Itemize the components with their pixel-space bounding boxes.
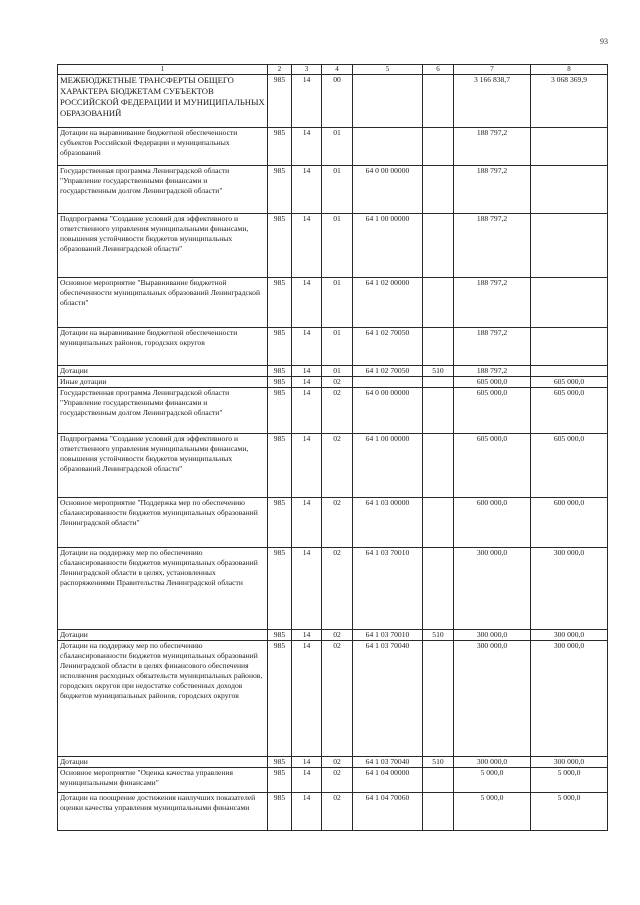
column-number: 2: [268, 65, 292, 75]
cell-expense-type: [423, 75, 454, 128]
table-row: [58, 377, 608, 388]
cell-amount-year-1: 300 000,0: [454, 757, 531, 768]
cell-expense-type: [423, 548, 454, 630]
cell-expense-type: [423, 166, 454, 214]
row-name: Дотации на выравнивание бюджетной обеспеченности субъектов Российской Федерации и муниципальных образований: [58, 128, 268, 166]
cell-target-article: 64 1 03 00000: [353, 498, 423, 548]
cell-section: 14: [292, 388, 322, 434]
cell-amount-year-2: 300 000,0: [531, 548, 608, 630]
cell-target-article: [353, 128, 423, 166]
cell-target-article: 64 1 03 70040: [353, 757, 423, 768]
cell-target-article: 64 1 02 70050: [353, 366, 423, 377]
cell-subsection: 02: [322, 641, 353, 757]
row-name: МЕЖБЮДЖЕТНЫЕ ТРАНСФЕРТЫ ОБЩЕГО ХАРАКТЕРА БЮДЖЕТАМ СУБЪЕКТОВ РОССИЙСКОЙ ФЕДЕРАЦИИ И МУНИЦИПАЛЬНЫХ ОБРАЗОВАНИЙ: [58, 75, 268, 128]
cell-amount-year-2: [531, 128, 608, 166]
cell-expense-type: [423, 641, 454, 757]
cell-amount-year-1: 188 797,2: [454, 214, 531, 278]
cell-target-article: 64 1 02 70050: [353, 328, 423, 366]
table-row: [58, 278, 608, 328]
cell-target-article: 64 1 00 00000: [353, 434, 423, 498]
table-row: [58, 434, 608, 498]
row-name: Дотации на поддержку мер по обеспечению сбалансированности бюджетов муниципальных образований Ленинградской области в целях финансового обеспечения исполнения расходных обязательств муниципальных районов, городских округов при недостатке собственных доходов бюджетов муниципальных районов, городских округов: [58, 641, 268, 757]
cell-amount-year-2: [531, 278, 608, 328]
cell-expense-type: 510: [423, 366, 454, 377]
cell-section: 14: [292, 278, 322, 328]
column-number: 7: [454, 65, 531, 75]
column-number-row: [58, 65, 608, 75]
table-row: [58, 768, 608, 793]
cell-expense-type: [423, 434, 454, 498]
cell-subsection: 01: [322, 278, 353, 328]
cell-expense-type: [423, 388, 454, 434]
cell-amount-year-2: 3 068 369,9: [531, 75, 608, 128]
cell-ministry-code: 985: [268, 166, 292, 214]
column-number: 3: [292, 65, 322, 75]
cell-amount-year-2: [531, 366, 608, 377]
cell-amount-year-1: 188 797,2: [454, 366, 531, 377]
cell-amount-year-1: 188 797,2: [454, 128, 531, 166]
cell-subsection: 02: [322, 793, 353, 831]
cell-subsection: 01: [322, 214, 353, 278]
cell-target-article: 64 1 02 00000: [353, 278, 423, 328]
cell-target-article: 64 0 00 00000: [353, 388, 423, 434]
cell-ministry-code: 985: [268, 434, 292, 498]
cell-subsection: 02: [322, 630, 353, 641]
cell-amount-year-1: 605 000,0: [454, 434, 531, 498]
cell-subsection: 02: [322, 548, 353, 630]
cell-expense-type: [423, 768, 454, 793]
row-name: Иные дотации: [58, 377, 268, 388]
table-row: [58, 630, 608, 641]
cell-amount-year-1: 300 000,0: [454, 548, 531, 630]
row-name: Дотации на выравнивание бюджетной обеспеченности муниципальных районов, городских округов: [58, 328, 268, 366]
cell-amount-year-1: 300 000,0: [454, 641, 531, 757]
column-number: 6: [423, 65, 454, 75]
table-row: [58, 214, 608, 278]
cell-section: 14: [292, 166, 322, 214]
cell-ministry-code: 985: [268, 75, 292, 128]
cell-section: 14: [292, 328, 322, 366]
row-name: Подпрограмма "Создание условий для эффективного и ответственного управления муниципальными финансами, повышения устойчивости бюджетов муниципальных образований Ленинградской области": [58, 434, 268, 498]
table-row: [58, 548, 608, 630]
cell-section: 14: [292, 75, 322, 128]
row-name: Дотации: [58, 630, 268, 641]
cell-subsection: 01: [322, 366, 353, 377]
table-row: [58, 75, 608, 128]
row-name: Дотации: [58, 757, 268, 768]
cell-ministry-code: 985: [268, 388, 292, 434]
budget-table: [57, 64, 608, 831]
cell-amount-year-1: 188 797,2: [454, 328, 531, 366]
cell-section: 14: [292, 793, 322, 831]
cell-amount-year-1: 5 000,0: [454, 793, 531, 831]
table-row: [58, 757, 608, 768]
table-row: [58, 128, 608, 166]
cell-section: 14: [292, 641, 322, 757]
cell-amount-year-1: 188 797,2: [454, 166, 531, 214]
cell-ministry-code: 985: [268, 793, 292, 831]
cell-expense-type: [423, 328, 454, 366]
cell-expense-type: [423, 498, 454, 548]
cell-amount-year-2: 300 000,0: [531, 630, 608, 641]
cell-target-article: 64 0 00 00000: [353, 166, 423, 214]
cell-amount-year-2: [531, 328, 608, 366]
cell-amount-year-1: 3 166 838,7: [454, 75, 531, 128]
row-name: Государственная программа Ленинградской области "Управление государственными финансами и государственным долгом Ленинградской области": [58, 166, 268, 214]
cell-ministry-code: 985: [268, 214, 292, 278]
page-number: 93: [600, 37, 608, 46]
cell-subsection: 01: [322, 128, 353, 166]
table-row: [58, 366, 608, 377]
cell-amount-year-2: 5 000,0: [531, 768, 608, 793]
cell-amount-year-2: 5 000,0: [531, 793, 608, 831]
cell-subsection: 02: [322, 498, 353, 548]
column-number: 1: [58, 65, 268, 75]
cell-ministry-code: 985: [268, 630, 292, 641]
column-number: 5: [353, 65, 423, 75]
cell-subsection: 02: [322, 388, 353, 434]
cell-section: 14: [292, 768, 322, 793]
cell-amount-year-1: 5 000,0: [454, 768, 531, 793]
table-row: [58, 498, 608, 548]
row-name: Подпрограмма "Создание условий для эффективного и ответственного управления муниципальными финансами, повышения устойчивости бюджетов муниципальных образований Ленинградской области": [58, 214, 268, 278]
cell-amount-year-2: 605 000,0: [531, 434, 608, 498]
cell-ministry-code: 985: [268, 328, 292, 366]
table-row: [58, 793, 608, 831]
cell-expense-type: [423, 214, 454, 278]
table-row: [58, 388, 608, 434]
cell-ministry-code: 985: [268, 757, 292, 768]
cell-section: 14: [292, 128, 322, 166]
cell-ministry-code: 985: [268, 768, 292, 793]
row-name: Дотации на поддержку мер по обеспечению сбалансированности бюджетов муниципальных образований Ленинградской области в целях, установленных распоряжениями Правительства Ленинградской области: [58, 548, 268, 630]
cell-amount-year-2: 300 000,0: [531, 641, 608, 757]
row-name: Основное мероприятие "Оценка качества управления муниципальными финансами": [58, 768, 268, 793]
row-name: Основное мероприятие "Выравнивание бюджетной обеспеченности муниципальных образований Ленинградской области": [58, 278, 268, 328]
cell-expense-type: [423, 278, 454, 328]
cell-section: 14: [292, 377, 322, 388]
cell-section: 14: [292, 757, 322, 768]
cell-section: 14: [292, 366, 322, 377]
cell-section: 14: [292, 214, 322, 278]
cell-amount-year-2: 600 000,0: [531, 498, 608, 548]
cell-ministry-code: 985: [268, 498, 292, 548]
cell-subsection: 01: [322, 166, 353, 214]
cell-target-article: 64 1 00 00000: [353, 214, 423, 278]
cell-amount-year-2: [531, 214, 608, 278]
row-name: Государственная программа Ленинградской области "Управление государственными финансами и государственным долгом Ленинградской области": [58, 388, 268, 434]
cell-subsection: 02: [322, 434, 353, 498]
cell-target-article: 64 1 04 70060: [353, 793, 423, 831]
cell-expense-type: [423, 377, 454, 388]
table-row: [58, 641, 608, 757]
cell-amount-year-2: 605 000,0: [531, 377, 608, 388]
cell-amount-year-1: 600 000,0: [454, 498, 531, 548]
cell-subsection: 00: [322, 75, 353, 128]
cell-target-article: 64 1 03 70040: [353, 641, 423, 757]
cell-target-article: 64 1 03 70010: [353, 630, 423, 641]
cell-section: 14: [292, 548, 322, 630]
cell-section: 14: [292, 434, 322, 498]
cell-amount-year-2: 300 000,0: [531, 757, 608, 768]
row-name: Дотации: [58, 366, 268, 377]
cell-amount-year-1: 605 000,0: [454, 377, 531, 388]
cell-section: 14: [292, 498, 322, 548]
table-row: [58, 328, 608, 366]
cell-amount-year-1: 188 797,2: [454, 278, 531, 328]
cell-ministry-code: 985: [268, 128, 292, 166]
column-number: 4: [322, 65, 353, 75]
cell-target-article: [353, 377, 423, 388]
column-number: 8: [531, 65, 608, 75]
cell-section: 14: [292, 630, 322, 641]
cell-amount-year-2: 605 000,0: [531, 388, 608, 434]
row-name: Дотации на поощрение достижения наилучших показателей оценки качества управления муниципальными финансами: [58, 793, 268, 831]
cell-ministry-code: 985: [268, 366, 292, 377]
cell-subsection: 01: [322, 328, 353, 366]
cell-target-article: 64 1 04 00000: [353, 768, 423, 793]
cell-amount-year-1: 605 000,0: [454, 388, 531, 434]
cell-expense-type: 510: [423, 630, 454, 641]
cell-ministry-code: 985: [268, 641, 292, 757]
table-row: [58, 166, 608, 214]
cell-target-article: [353, 75, 423, 128]
cell-ministry-code: 985: [268, 278, 292, 328]
cell-ministry-code: 985: [268, 377, 292, 388]
cell-expense-type: [423, 128, 454, 166]
cell-expense-type: [423, 793, 454, 831]
cell-expense-type: 510: [423, 757, 454, 768]
cell-subsection: 02: [322, 768, 353, 793]
cell-subsection: 02: [322, 757, 353, 768]
row-name: Основное мероприятие "Поддержка мер по обеспечению сбалансированности бюджетов муниципальных образований Ленинградской области": [58, 498, 268, 548]
cell-target-article: 64 1 03 70010: [353, 548, 423, 630]
cell-amount-year-2: [531, 166, 608, 214]
cell-subsection: 02: [322, 377, 353, 388]
cell-amount-year-1: 300 000,0: [454, 630, 531, 641]
cell-ministry-code: 985: [268, 548, 292, 630]
